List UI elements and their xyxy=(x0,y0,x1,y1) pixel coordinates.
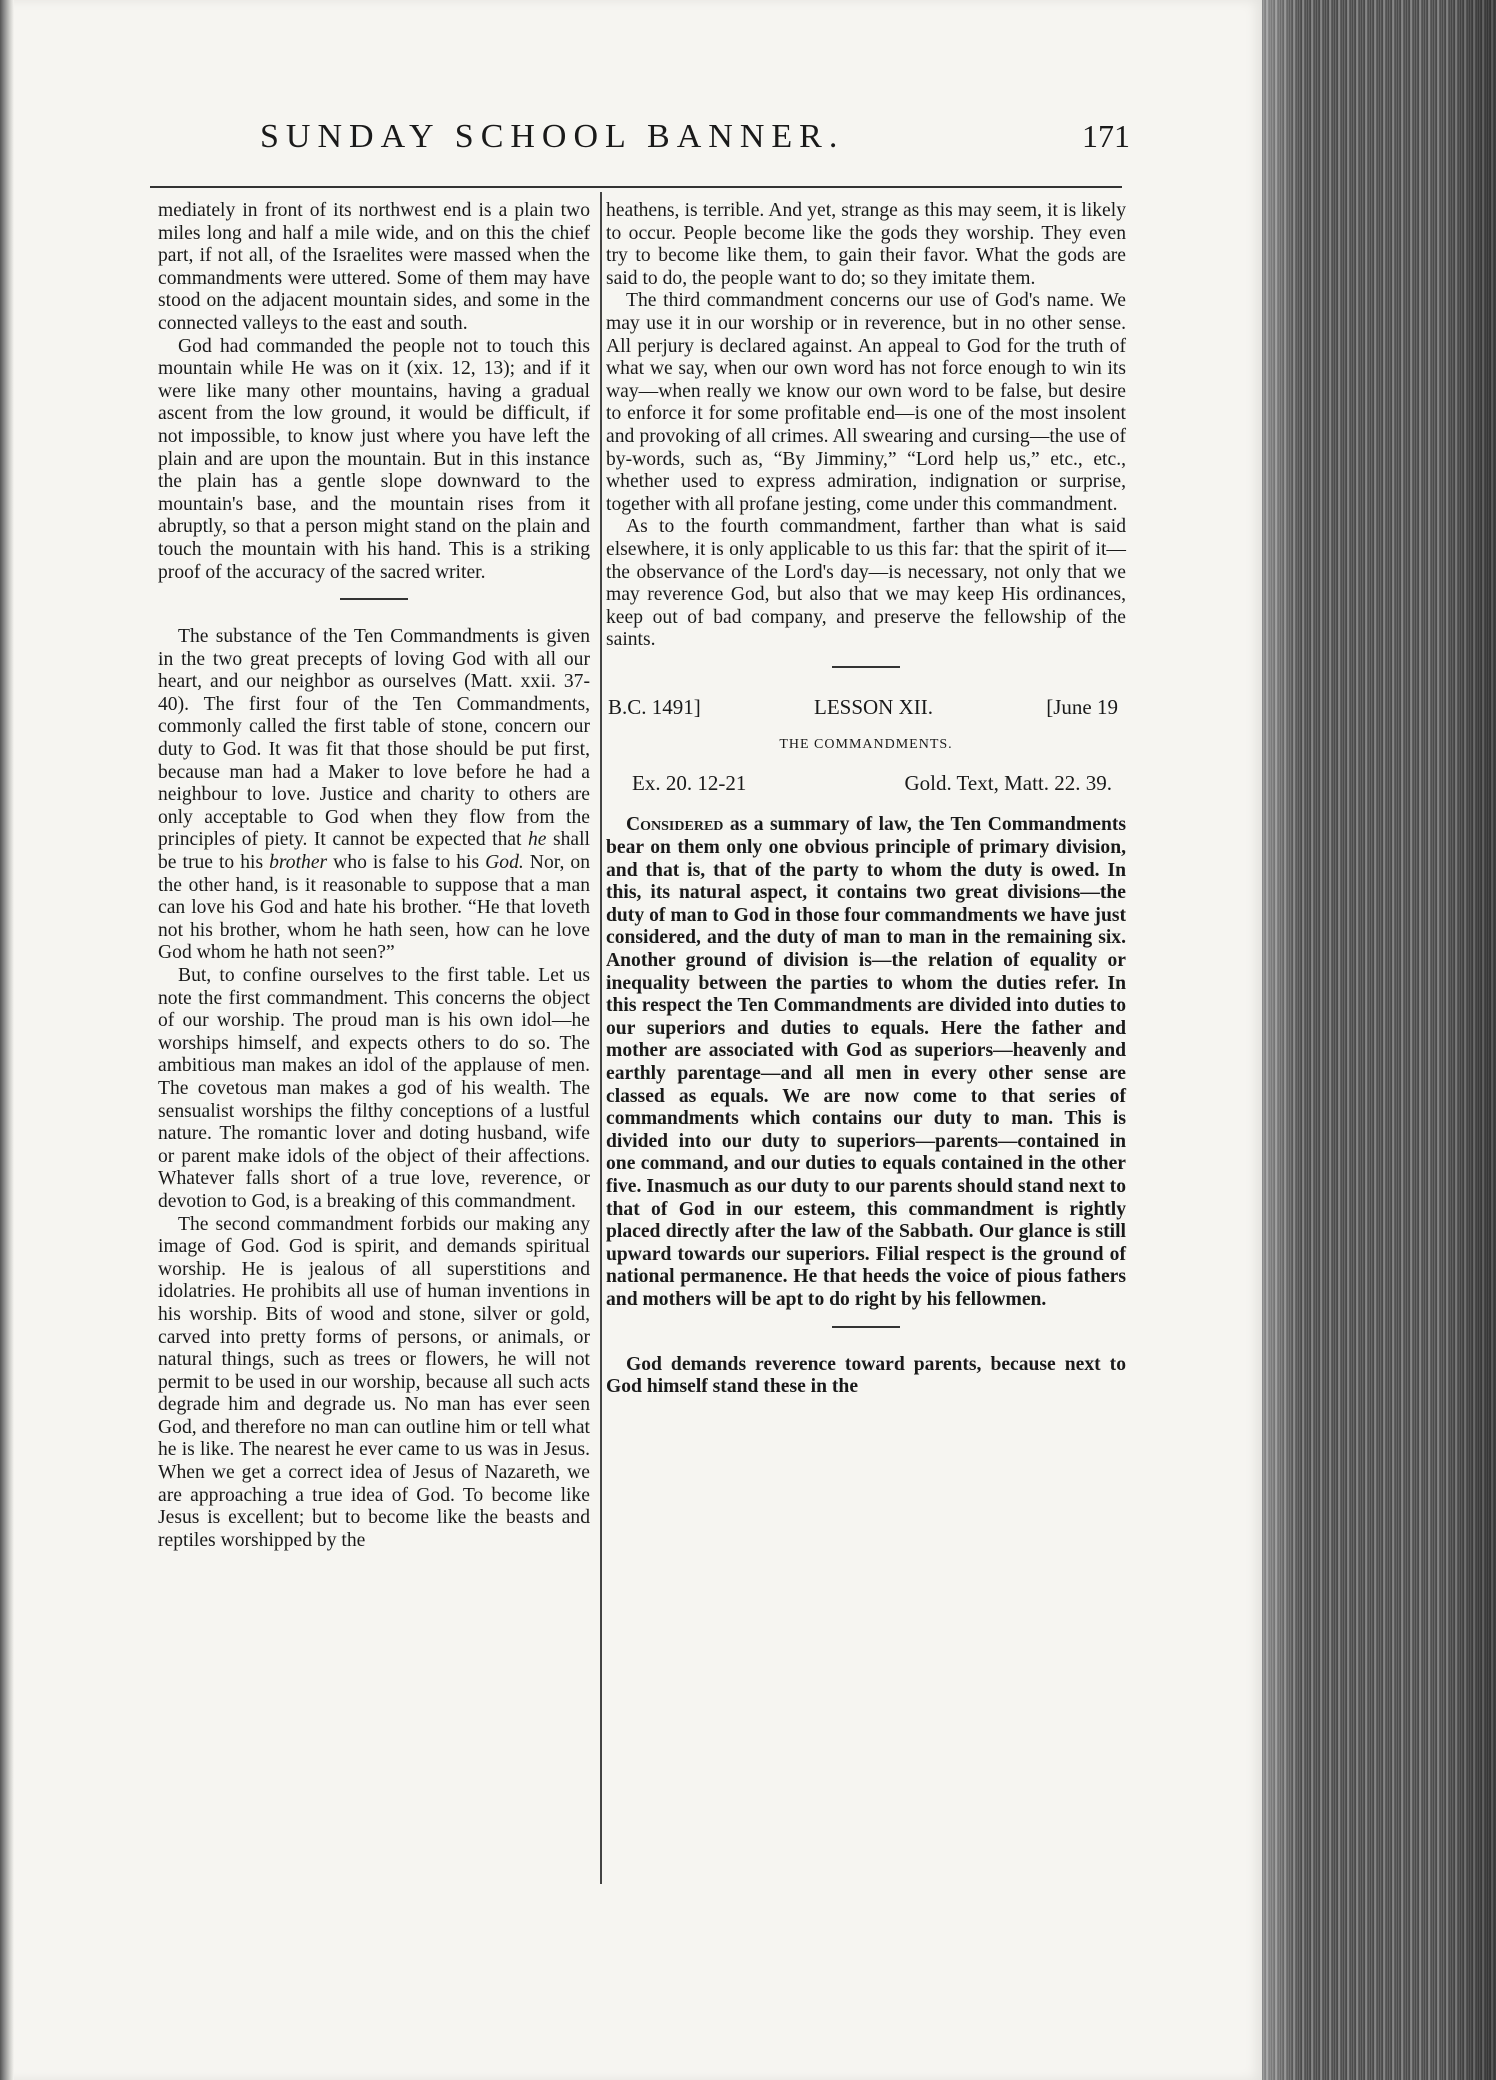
paragraph: But, to confine ourselves to the first table. Let us note the first commandment. This concerns the object of our worship. The proud man is his own idol—he worships himself, and expects others to do so. The ambitious man makes an idol of the applause of men. The covetous man makes a god of his wealth. The sensualist worships the filthy conceptions of a lustful nature. The romantic lover and doting husband, wife or parent make idols of the object of their affections. Whatever falls short of a true love, reverence, or devotion to God, is a breaking of this commandment. xyxy=(158,965,590,1212)
lesson-references xyxy=(606,770,1126,796)
paragraph: heathens, is terrible. And yet, strange as this may seem, it is likely to occur. People become like the gods they worship. They even try to become like them, to gain their favor. What the gods are said to do, the people want to do; so they imitate them. xyxy=(606,200,1126,289)
paragraph: mediately in front of its northwest end is a plain two miles long and half a mile wide, and on this the chief part, if not all, of the Israelites were massed when the commandments were uttered. Some of them may have stood on the adjacent mountain sides, and some in the connected valleys to the east and south. xyxy=(158,200,590,334)
paragraph: God demands reverence toward parents, because next to God himself stand these in the xyxy=(606,1353,1126,1398)
page-header xyxy=(200,118,1130,158)
lesson-subtitle: THE COMMANDMENTS. xyxy=(779,736,953,752)
section-separator xyxy=(340,598,408,600)
running-title: SUNDAY SCHOOL BANNER. xyxy=(260,118,845,155)
left-column xyxy=(158,200,590,1552)
paragraph: The second commandment forbids our making any image of God. God is spirit, and demands spiritual worship. He is jealous of all superstitions and idolatries. He prohibits all use of human inventions in his worship. Bits of wood and stone, silver or gold, carved into pretty forms of persons, or animals, or natural things, such as trees or flowers, he will not permit to be used in our worship, because all such acts degrade him and degrade us. No man has ever seen God, and therefore no man can outline him or tell what he is like. The nearest he ever came to us was in Jesus. When we get a correct idea of Jesus of Nazareth, we are approaching a true idea of God. To become like Jesus is excellent; but to become like the beasts and reptiles worshipped by the xyxy=(158,1213,590,1551)
paragraph: The third commandment concerns our use of God's name. We may use it in our worship or in reverence, but in no other sense. All perjury is declared against. An appeal to God for the truth of what we say, when our own word has not force enough to win its way—when really we know our own word to be false, but desire to enforce it for some profitable end—is one of the most insolent and provoking of all crimes. All swearing and cursing—the use of by-words, such as, “By Jimminy,” “Lord help us,” etc., etc., whether used to express admiration, indignation or surprise, together with all profane jesting, come under this commandment. xyxy=(606,290,1126,515)
column-divider xyxy=(600,192,602,1884)
paragraph: As to the fourth commandment, farther than what is said elsewhere, it is only applicable to us this far: that the spirit of it—the observance of the Lord's day—is necessary, not only that we may reverence God, but also that we may keep His ordinances, keep out of bad company, and preserve the fellowship of the saints. xyxy=(606,516,1126,651)
scripture-reference: Ex. 20. 12-21 xyxy=(632,771,747,796)
lesson-number: LESSON XII. xyxy=(814,694,933,719)
paragraph: Considered as a summary of law, the Ten Commandments bear on them only one obvious principle of primary division, and that is, that of the party to whom the duty is owed. In this, its natural aspect, it contains two great divisions—the duty of man to God in those four commandments we have just considered, and the duty of man to man in the remaining six. Another ground of division is—the relation of equality or inequality between the parties to whom the duties refer. In this respect the Ten Commandments are divided into duties to our superiors and duties to equals. Here the father and mother are associated with God as superiors—heavenly and earthly parentage—and all men in every other sense are classed as equals. We are now come to that series of commandments which contains our duty to man. This is divided into our duty to superiors—parents—contained in one command, and our duties to equals contained in the other five. Inasmuch as our duty to our parents should stand next to that of God in our esteem, this commandment is rightly placed directly after the law of the Sabbath. Our glance is still upward towards our superiors. Filial respect is the ground of national permanence. He that heeds the voice of pious fathers and mothers will be apt to do right by his fellowmen. xyxy=(606,814,1126,1310)
lesson-heading xyxy=(606,694,1126,720)
page-gutter-shadow xyxy=(0,0,14,2080)
header-rule xyxy=(150,186,1122,188)
page-number: 171 xyxy=(1082,118,1130,154)
paragraph: God had commanded the people not to touch this mountain while He was on it (xix. 12, 13); and if it were like many other mountains, having a gradual ascent from the low ground, it would be difficult, if not impossible, to know just where you have left the plain and are upon the mountain. But in this instance the plain has a gentle slope downward to the mountain's base, and the mountain rises from it abruptly, so that a person might stand on the plain and touch the mountain with his hand. This is a striking proof of the accuracy of the sacred writer. xyxy=(158,335,590,583)
paragraph: The substance of the Ten Commandments is given in the two great precepts of loving God with all our heart, and our neighbor as ourselves (Matt. xxii. 37-40). The first four of the Ten Commandments, commonly called the first table of stone, concern our duty to God. It was fit that those should be put first, because man had a Maker to love before he had a neighbour to love. Justice and charity to others are only acceptable to God when they flow from the principles of piety. It cannot be expected that he shall be true to his brother who is false to his God. Nor, on the other hand, is it reasonable to suppose that a man can love his God and hate his brother. “He that loveth not his brother, whom he hath seen, how can he love God whom he hath not seen?” xyxy=(158,626,590,964)
section-separator xyxy=(832,666,900,668)
lesson-date: [June 19 xyxy=(1046,694,1118,719)
book-edge-shading xyxy=(1262,0,1496,2080)
section-separator xyxy=(832,1326,900,1328)
golden-text-reference: Gold. Text, Matt. 22. 39. xyxy=(904,771,1112,796)
lesson-date-bc: B.C. 1491] xyxy=(608,694,701,719)
right-column xyxy=(606,200,1126,1399)
